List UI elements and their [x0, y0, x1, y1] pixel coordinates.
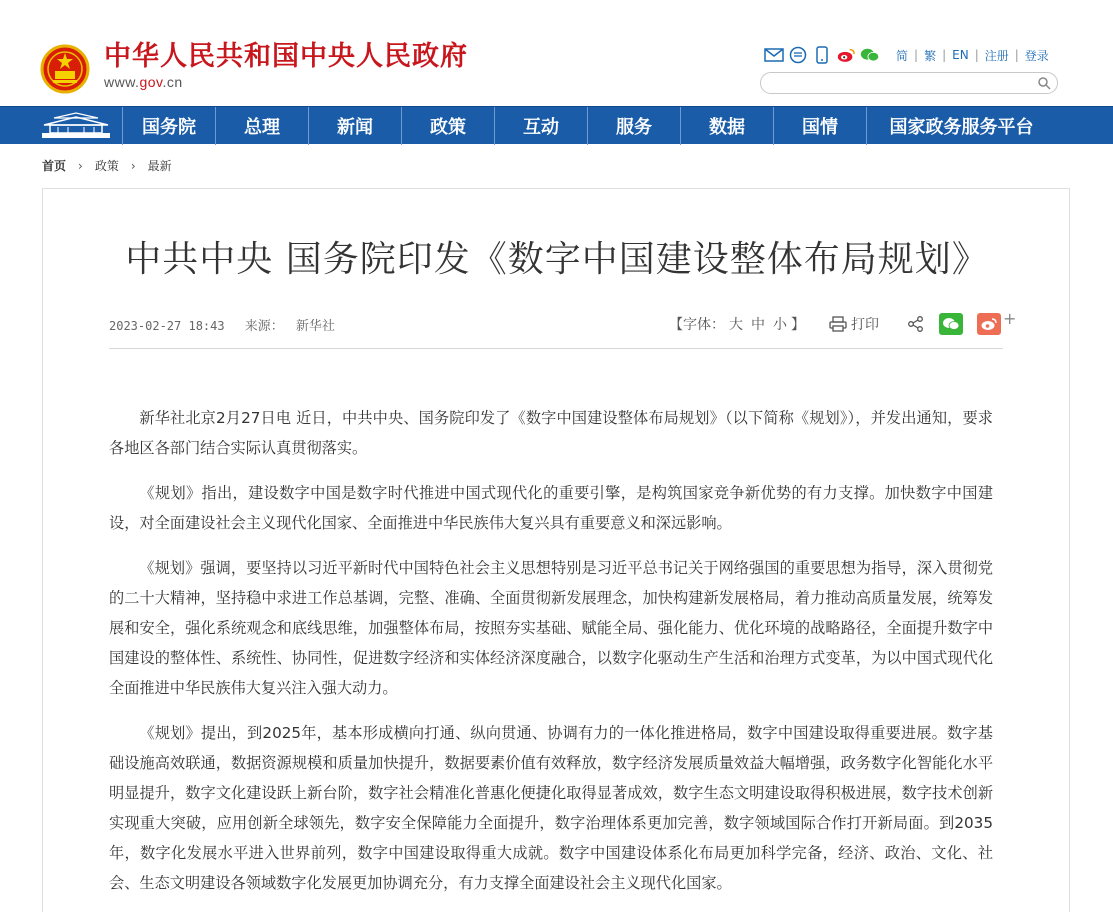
separator: |	[942, 48, 947, 62]
source-name: 新华社	[295, 319, 335, 334]
site-url-brand: gov	[139, 74, 163, 90]
share-weibo-button[interactable]	[977, 313, 1001, 335]
search-icon[interactable]	[1037, 76, 1051, 90]
nav-item-state-council[interactable]: 国务院	[122, 107, 215, 145]
font-size-medium[interactable]: 中	[751, 317, 765, 333]
chevron-right-icon: ›	[78, 158, 83, 173]
mobile-icon[interactable]	[812, 45, 832, 65]
source-label: 来源：	[244, 319, 284, 334]
font-size-close: 】	[791, 317, 805, 333]
nav-items	[122, 107, 1056, 145]
weibo-icon[interactable]	[836, 45, 856, 65]
article-tools	[669, 308, 1017, 337]
more-share-button[interactable]: +	[1003, 308, 1017, 328]
tiananmen-home-icon[interactable]	[36, 111, 116, 141]
nav-item-news[interactable]: 新闻	[308, 107, 401, 145]
weibo-icon	[980, 317, 998, 331]
article-paragraph: 《规划》强调，要坚持以习近平新时代中国特色社会主义思想特别是习近平总书记关于网络强国的重要思想为指导，深入贯彻党的二十大精神，坚持稳中求进工作总基调，完整、准确、全面贯彻新发展理念，加快构建新发展格局，着力推动高质量发展，统筹发展和安全，强化系统观念和底线思维，加强整体布局，按照夯实基础、赋能全局、强化能力、优化环境的战略路径，全面提升数字中国建设的整体性、系统性、协同性，促进数字经济和实体经济深度融合，以数字化驱动生产生活和治理方式变革，为以中国式现代化全面推进中华民族伟大复兴注入强大动力。	[109, 559, 993, 697]
main-nav	[0, 106, 1113, 144]
article-paragraph: 新华社北京2月27日电 近日，中共中央、国务院印发了《数字中国建设整体布局规划》（以下简称《规划》），并发出通知，要求各地区各部门结合实际认真贯彻落实。	[109, 409, 993, 457]
rss-icon[interactable]	[788, 45, 808, 65]
share-icon[interactable]	[907, 315, 925, 333]
breadcrumb-latest[interactable]: 最新	[147, 159, 172, 173]
breadcrumb-policy[interactable]: 政策	[94, 159, 119, 173]
font-size-label: 【字体：	[669, 317, 725, 333]
breadcrumb	[42, 157, 172, 174]
article-content	[109, 403, 993, 912]
top-tools	[764, 44, 1055, 66]
site-url[interactable]	[104, 74, 183, 90]
lang-simplified-link[interactable]: 简	[896, 48, 909, 63]
nav-item-policy[interactable]: 政策	[401, 107, 494, 145]
nav-item-gov-service-platform[interactable]: 国家政务服务平台	[866, 107, 1056, 145]
article-title: 中共中央 国务院印发《数字中国建设整体布局规划》	[125, 239, 989, 280]
nav-item-service[interactable]: 服务	[587, 107, 680, 145]
separator: |	[974, 48, 979, 62]
print-label: 打印	[851, 317, 879, 333]
lang-traditional-link[interactable]: 繁	[924, 48, 937, 63]
site-url-prefix: www.	[104, 74, 140, 90]
article-paragraph: 《规划》提出，到2025年，基本形成横向打通、纵向贯通、协调有力的一体化推进格局，数字中国建设取得重要进展。数字基础设施高效联通，数据资源规模和质量加快提升，数据要素价值有效释放，数字经济发展质量效益大幅增强，政务数字化智能化水平明显提升，数字文化建设跃上新台阶，数字社会精准化普惠化便捷化取得显著成效，数字生态文明建设取得积极进展，数字技术创新实现重大突破，应用创新全球领先，数字安全保障能力全面提升，数字治理体系更加完善，数字领域国际合作打开新局面。到2035年，数字化发展水平进入世界前列，数字中国建设取得重大成就。数字中国建设体系化布局更加科学完备，经济、政治、文化、社会、生态文明建设各领域数字化发展更加协调充分，有力支撑全面建设社会主义现代化国家。	[109, 724, 993, 892]
wechat-icon	[942, 317, 960, 331]
search-input[interactable]	[771, 75, 1031, 91]
separator: |	[914, 48, 919, 62]
publish-date: 2023-02-27 18:43	[109, 319, 225, 333]
chevron-right-icon: ›	[130, 158, 136, 173]
site-header	[0, 0, 1113, 106]
font-size-control	[669, 314, 805, 334]
register-link[interactable]: 注册	[984, 48, 1009, 63]
site-title[interactable]: 中华人民共和国中央人民政府	[104, 41, 468, 72]
breadcrumb-home[interactable]: 首页	[42, 159, 67, 173]
site-url-suffix: .cn	[162, 74, 183, 90]
nav-item-national-profile[interactable]: 国情	[773, 107, 866, 145]
nav-item-data[interactable]: 数据	[680, 107, 773, 145]
font-size-large[interactable]: 大	[729, 317, 743, 333]
article-card	[42, 188, 1070, 912]
printer-icon	[829, 316, 847, 332]
nav-item-premier[interactable]: 总理	[215, 107, 308, 145]
meta-info	[109, 315, 335, 334]
search-box	[760, 72, 1058, 94]
lang-english-link[interactable]: EN	[952, 48, 969, 62]
article-meta	[109, 308, 1017, 349]
separator: |	[1014, 48, 1019, 62]
article-paragraph: 《规划》指出，建设数字中国是数字时代推进中国式现代化的重要引擎，是构筑国家竞争新优势的有力支撑。加快数字中国建设，对全面建设社会主义现代化国家、全面推进中华民族伟大复兴具有重要意义和深远影响。	[109, 484, 993, 532]
font-size-small[interactable]: 小	[773, 317, 787, 333]
print-button[interactable]	[829, 314, 879, 334]
wechat-icon[interactable]	[860, 45, 880, 65]
login-link[interactable]: 登录	[1024, 48, 1049, 63]
share-wechat-button[interactable]	[939, 313, 963, 335]
nav-item-interaction[interactable]: 互动	[494, 107, 587, 145]
lang-links	[890, 47, 1055, 64]
mail-icon[interactable]	[764, 45, 784, 65]
national-emblem-icon[interactable]	[40, 44, 90, 94]
